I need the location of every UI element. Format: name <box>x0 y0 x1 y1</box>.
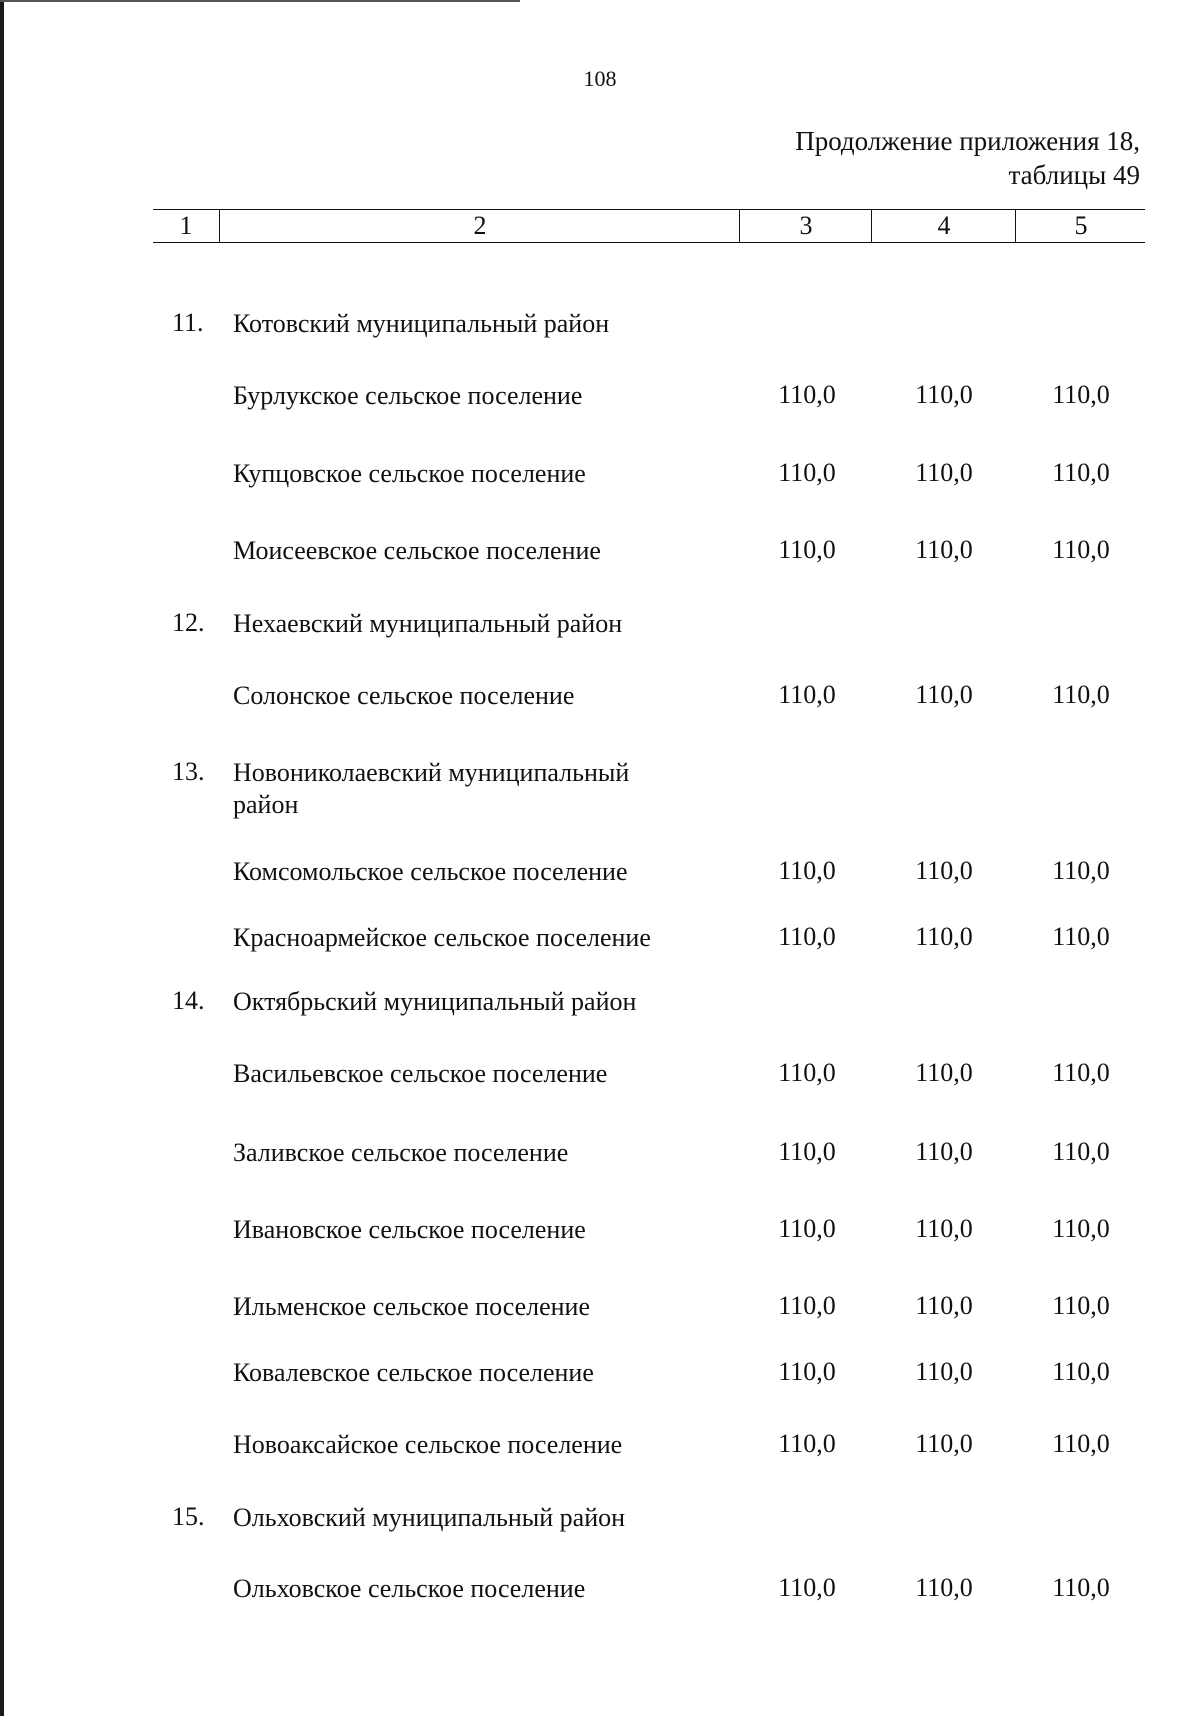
continuation-note <box>795 124 1140 192</box>
row-number: 15. <box>172 1502 205 1531</box>
value-col-5: 110,0 <box>1052 380 1110 409</box>
settlement-name: Красноармейское сельское поселение <box>233 923 651 952</box>
value-col-4: 110,0 <box>915 856 973 885</box>
continuation-line-1: Продолжение приложения 18, <box>795 126 1140 156</box>
value-col-5: 110,0 <box>1052 458 1110 487</box>
continuation-line-2: таблицы 49 <box>1008 160 1140 190</box>
settlement-name: Солонское сельское поселение <box>233 681 575 710</box>
value-col-3: 110,0 <box>778 1573 836 1602</box>
header-col-2: 2 <box>219 210 740 242</box>
value-col-5: 110,0 <box>1052 1291 1110 1320</box>
district-name: Нехаевский муниципальный район <box>233 609 623 638</box>
value-col-3: 110,0 <box>778 458 836 487</box>
table-header <box>153 209 1145 243</box>
value-col-4: 110,0 <box>915 1137 973 1166</box>
value-col-3: 110,0 <box>778 1357 836 1386</box>
value-col-5: 110,0 <box>1052 1214 1110 1243</box>
district-name: Ольховский муниципальный район <box>233 1503 626 1532</box>
value-col-3: 110,0 <box>778 856 836 885</box>
settlement-name: Заливское сельское поселение <box>233 1138 569 1167</box>
settlement-name: Ольховское сельское поселение <box>233 1574 586 1603</box>
district-name: Октябрьский муниципальный район <box>233 987 637 1016</box>
value-col-3: 110,0 <box>778 922 836 951</box>
value-col-5: 110,0 <box>1052 922 1110 951</box>
row-number: 14. <box>172 986 205 1015</box>
header-col-5: 5 <box>1015 210 1146 242</box>
district-name: Новониколаевский муниципальный район <box>233 758 630 819</box>
value-col-3: 110,0 <box>778 535 836 564</box>
value-col-3: 110,0 <box>778 1291 836 1320</box>
header-col-4: 4 <box>871 210 1016 242</box>
value-col-5: 110,0 <box>1052 1429 1110 1458</box>
value-col-3: 110,0 <box>778 380 836 409</box>
value-col-5: 110,0 <box>1052 680 1110 709</box>
value-col-4: 110,0 <box>915 1214 973 1243</box>
header-col-3: 3 <box>739 210 872 242</box>
settlement-name: Моисеевское сельское поселение <box>233 536 601 565</box>
scan-edge-left <box>0 0 4 1716</box>
value-col-4: 110,0 <box>915 535 973 564</box>
value-col-5: 110,0 <box>1052 1573 1110 1602</box>
settlement-name: Купцовское сельское поселение <box>233 459 586 488</box>
page-number: 108 <box>583 66 617 91</box>
value-col-3: 110,0 <box>778 1137 836 1166</box>
row-number: 12. <box>172 608 205 637</box>
row-number: 13. <box>172 757 205 786</box>
value-col-3: 110,0 <box>778 680 836 709</box>
value-col-4: 110,0 <box>915 922 973 951</box>
settlement-name: Бурлукское сельское поселение <box>233 381 583 410</box>
value-col-4: 110,0 <box>915 1573 973 1602</box>
value-col-3: 110,0 <box>778 1214 836 1243</box>
value-col-3: 110,0 <box>778 1058 836 1087</box>
value-col-5: 110,0 <box>1052 1137 1110 1166</box>
value-col-4: 110,0 <box>915 458 973 487</box>
settlement-name: Ивановское сельское поселение <box>233 1215 586 1244</box>
value-col-5: 110,0 <box>1052 1058 1110 1087</box>
value-col-4: 110,0 <box>915 1291 973 1320</box>
settlement-name: Новоаксайское сельское поселение <box>233 1430 623 1459</box>
value-col-4: 110,0 <box>915 1357 973 1386</box>
scan-edge-top <box>0 0 520 2</box>
settlement-name: Ковалевское сельское поселение <box>233 1358 594 1387</box>
value-col-5: 110,0 <box>1052 535 1110 564</box>
settlement-name: Васильевское сельское поселение <box>233 1059 608 1088</box>
value-col-4: 110,0 <box>915 380 973 409</box>
value-col-4: 110,0 <box>915 1429 973 1458</box>
value-col-4: 110,0 <box>915 680 973 709</box>
value-col-3: 110,0 <box>778 1429 836 1458</box>
row-number: 11. <box>172 308 204 337</box>
settlement-name: Ильменское сельское поселение <box>233 1292 591 1321</box>
value-col-5: 110,0 <box>1052 1357 1110 1386</box>
value-col-4: 110,0 <box>915 1058 973 1087</box>
district-name: Котовский муниципальный район <box>233 309 610 338</box>
settlement-name: Комсомольское сельское поселение <box>233 857 628 886</box>
header-col-1: 1 <box>179 211 193 240</box>
value-col-5: 110,0 <box>1052 856 1110 885</box>
